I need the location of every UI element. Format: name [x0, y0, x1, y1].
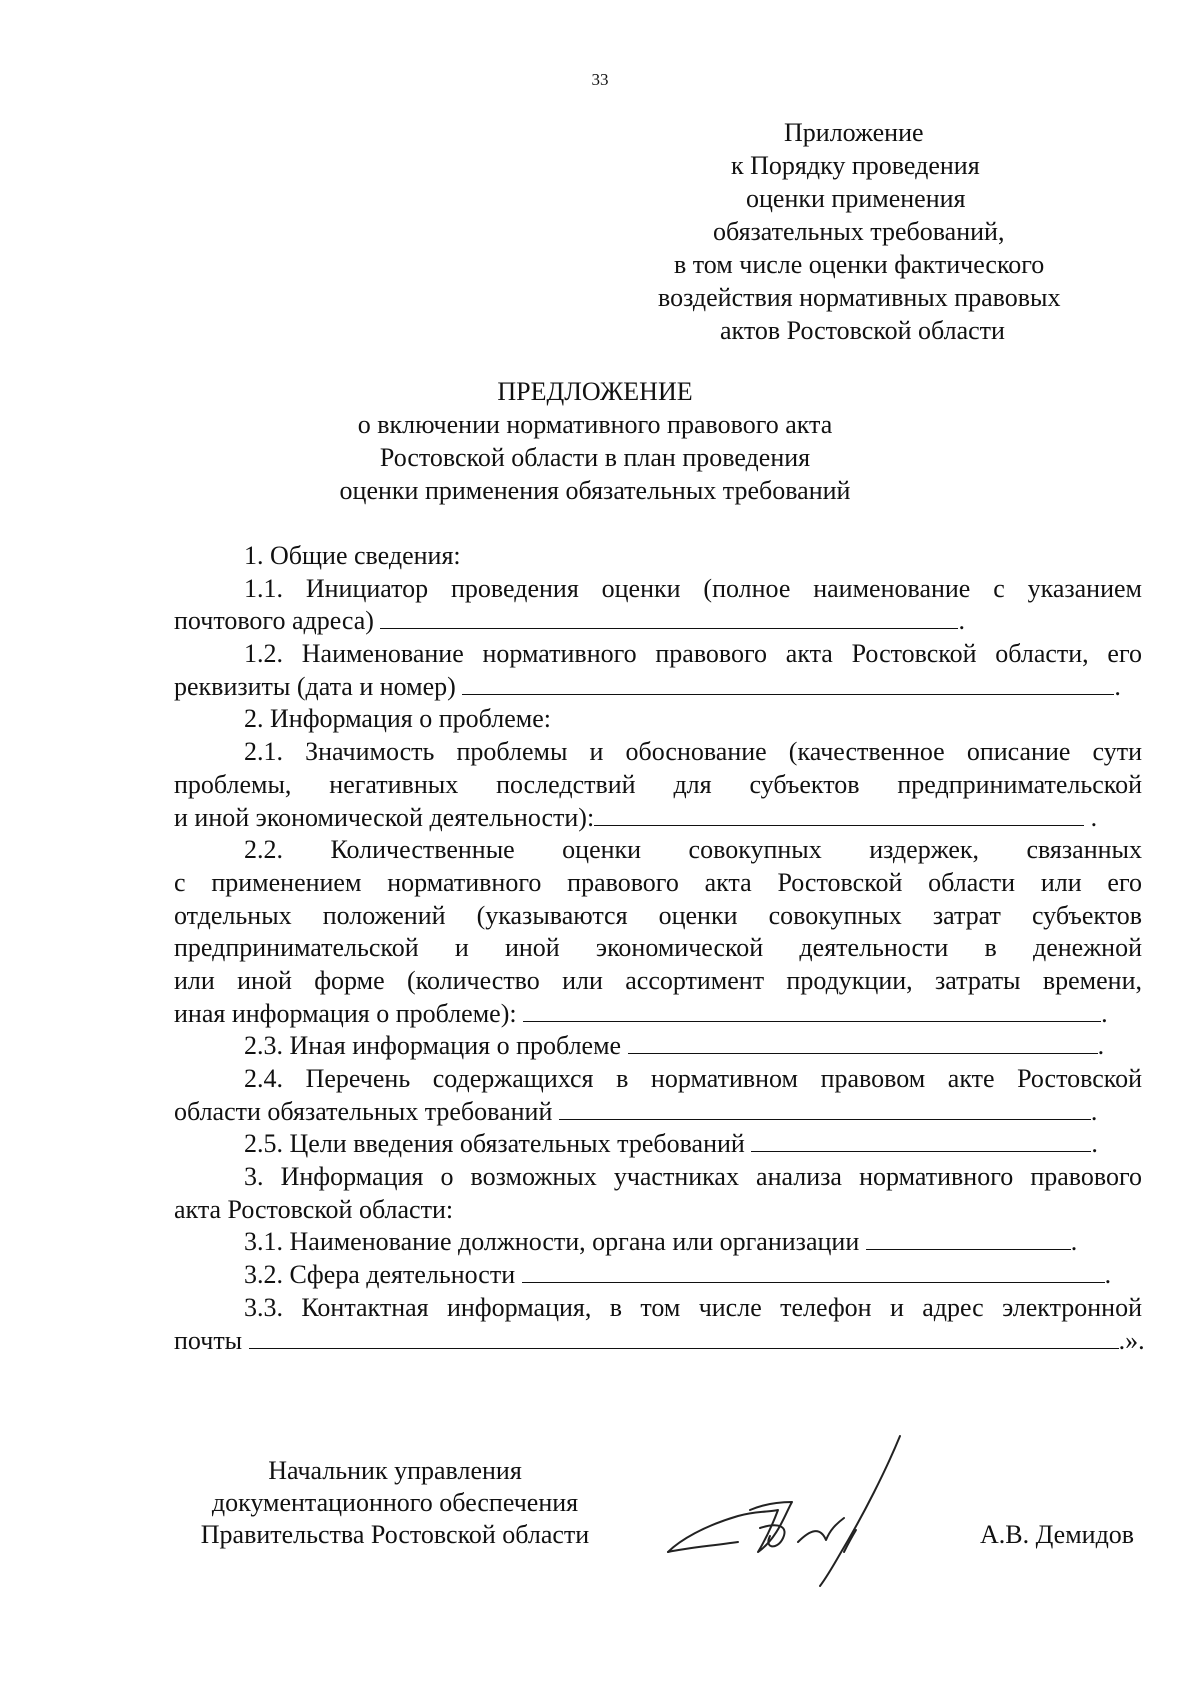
form-line: 2.5. Цели введения обязательных требований . [244, 1129, 1098, 1159]
form-text: 2.3. Иная информация о проблеме [244, 1031, 622, 1061]
form-text: почтового адреса) [174, 606, 374, 636]
title-subline: оценки применения обязательных требований [339, 476, 851, 505]
form-line: иная информация о проблеме): . [174, 998, 1108, 1028]
form-text: предпринимательской и иной экономической деятельности в денежной [174, 933, 1142, 963]
signature-stroke [798, 1518, 844, 1542]
appendix-line: обязательных требований, [713, 217, 1005, 246]
form-text: иная информация о проблеме): [174, 998, 517, 1028]
form-text: и иной экономической деятельности): [174, 802, 595, 832]
form-text: 2.2. Количественные оценки совокупных издержек, связанных [244, 835, 1142, 865]
appendix-line: воздействия нормативных правовых [658, 283, 1061, 312]
section-heading: 3. Информация о возможных участниках анализа нормативного правового [244, 1162, 1142, 1192]
fill-in-field[interactable] [523, 999, 1101, 1022]
title-subline: о включении нормативного правового акта [357, 410, 833, 439]
form-text: реквизиты (дата и номер) [174, 671, 456, 701]
section-heading: 2. Информация о проблеме: [244, 704, 551, 734]
form-text: 3.3. Контактная информация, в том числе телефон и адрес электронной [244, 1292, 1142, 1322]
signatory-position [170, 1455, 620, 1551]
form-line: 3.2. Сфера деятельности . [244, 1260, 1112, 1290]
form-line: реквизиты (дата и номер) . [174, 671, 1121, 701]
title-subline: Ростовской области в план проведения [379, 443, 811, 472]
appendix-line: оценки применения [746, 184, 966, 213]
form-text: 1.1. Инициатор проведения оценки (полное наименование с указанием [244, 573, 1142, 603]
signatory-name: А.В. Демидов [980, 1520, 1135, 1549]
appendix-line: Приложение [784, 118, 924, 147]
fill-in-field[interactable] [594, 803, 1084, 826]
position-line: Начальник управления [268, 1456, 522, 1485]
form-line: почты .». [174, 1325, 1145, 1355]
signature-stroke [844, 1530, 856, 1552]
fill-in-field[interactable] [380, 606, 958, 629]
handwritten-signature [660, 1430, 940, 1590]
form-text: акта Ростовской области: [174, 1194, 454, 1224]
fill-in-field[interactable] [522, 1260, 1105, 1283]
title-heading: ПРЕДЛОЖЕНИЕ [497, 377, 693, 406]
fill-in-field[interactable] [462, 672, 1114, 695]
fill-in-field[interactable] [751, 1129, 1091, 1152]
form-text: отдельных положений (указываются оценки совокупных затрат субъектов [174, 900, 1142, 930]
fill-in-field[interactable] [559, 1097, 1091, 1120]
fill-in-field[interactable] [628, 1031, 1098, 1054]
form-line: 3.1. Наименование должности, органа или организации . [244, 1227, 1078, 1257]
form-text: области обязательных требований [174, 1096, 553, 1126]
position-line: Правительства Ростовской области [200, 1520, 590, 1549]
form-text: 2.1. Значимость проблемы и обоснование (качественное описание сути [244, 737, 1142, 767]
appendix-line: актов Ростовской области [720, 316, 1005, 345]
appendix-line: в том числе оценки фактического [674, 250, 1045, 279]
signature-stroke [668, 1502, 792, 1552]
appendix-line: к Порядку проведения [731, 151, 980, 180]
form-text: с применением нормативного правового акта Ростовской области или его [174, 867, 1142, 897]
form-text: проблемы, негативных последствий для субъектов предпринимательской [174, 769, 1142, 799]
form-text: 3.1. Наименование должности, органа или организации [244, 1227, 860, 1257]
section-heading: 1. Общие сведения: [244, 541, 461, 570]
form-text: или иной форме (количество или ассортимент продукции, затраты времени, [174, 965, 1142, 995]
signature-stroke [820, 1436, 900, 1586]
fill-in-field[interactable] [249, 1326, 1119, 1349]
appendix-header [658, 116, 1200, 347]
fill-in-field[interactable] [866, 1227, 1071, 1250]
form-line: почтового адреса) . [174, 606, 965, 636]
form-text: 1.2. Наименование нормативного правового акта Ростовской области, его [244, 639, 1142, 669]
form-body [174, 540, 1145, 1357]
form-text: 3.2. Сфера деятельности [244, 1260, 516, 1290]
form-text: почты [174, 1325, 243, 1355]
form-text: 2.4. Перечень содержащихся в нормативном правовом акте Ростовской [244, 1064, 1142, 1093]
form-line: и иной экономической деятельности): . [174, 802, 1098, 832]
form-line: 2.3. Иная информация о проблеме . [244, 1031, 1105, 1061]
position-line: документационного обеспечения [211, 1488, 579, 1517]
page-number: 33 [591, 70, 609, 89]
form-line: области обязательных требований . [174, 1096, 1098, 1126]
document-title [0, 375, 1200, 507]
form-text: 2.5. Цели введения обязательных требований [244, 1129, 745, 1159]
